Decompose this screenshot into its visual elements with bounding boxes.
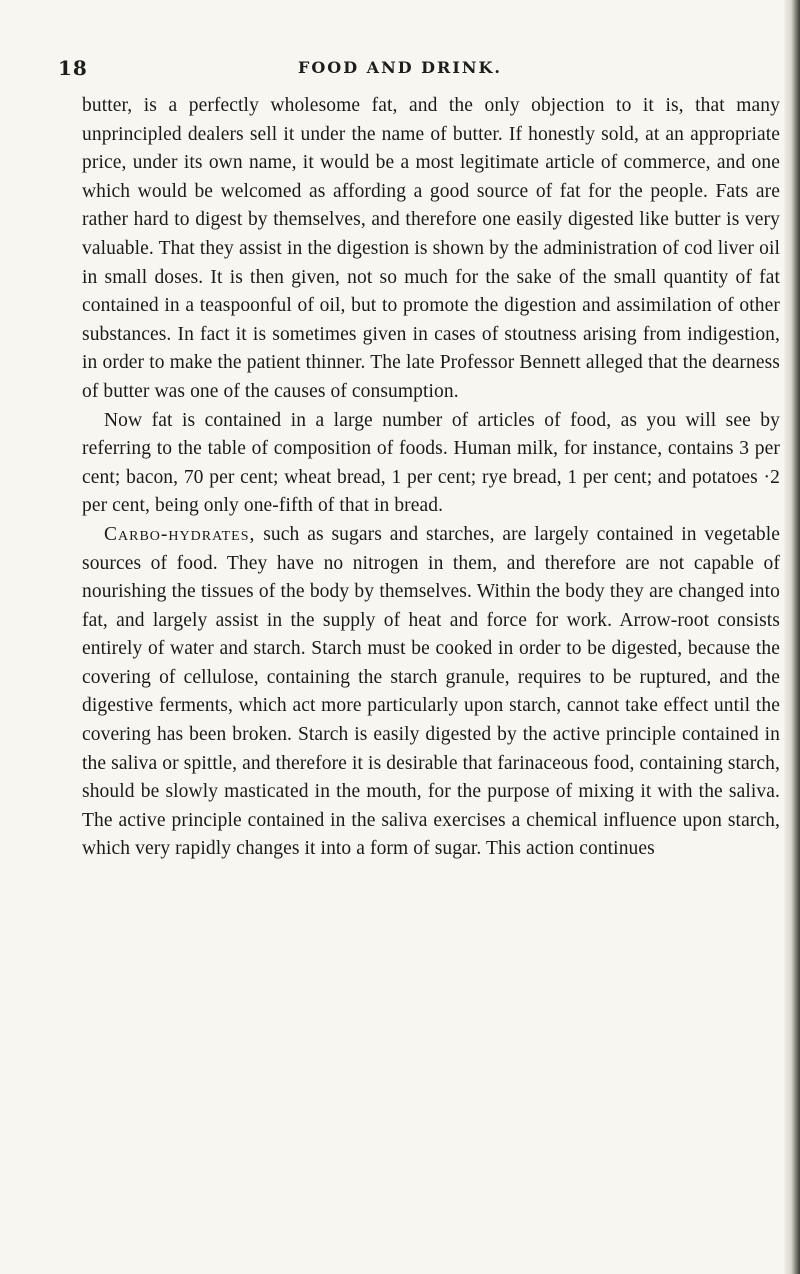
running-title: FOOD AND DRINK. (298, 58, 502, 77)
body-text (82, 92, 780, 864)
running-head (58, 52, 778, 88)
paragraph-carbo-hydrates (82, 521, 780, 864)
page-edge-shadow (784, 0, 800, 1274)
page-number: 18 (58, 56, 88, 80)
paragraph-carbo-hydrates-text: such as sugars and starches, are largely contained in vegetable sources of food. They have no nitrogen in them, and therefore are not capable of nourishing the tissues of the body by themselves. Within the body they are changed into fat, and largely assist in the supply of heat and force for work. Arrow-root consists entirely of water and starch. Starch must be cooked in order to be digested, because the covering of cellulose, containing the starch granule, requires to be ruptured, and the digestive ferments, which act more particularly upon starch, cannot take effect until the covering has been broken. Starch is easily digested by the active principle contained in the saliva or spittle, and therefore it is desirable that farinaceous food, containing starch, should be slowly masticated in the mouth, for the purpose of mixing it with the saliva. The active principle contained in the saliva exercises a chemical influence upon starch, which very rapidly changes it into a form of sugar. This action continues (82, 523, 780, 860)
section-lead-term: Carbo-hydrates, (104, 523, 256, 545)
paragraph-fat-content: Now fat is contained in a large number of articles of food, as you will see by referring to the table of composition of foods. Human milk, for instance, contains 3 per cent; bacon, 70 per cent; wheat bread, 1 per cent; rye bread, 1 per cent; and potatoes ·2 per cent, being only one-fifth of that in bread. (82, 409, 780, 517)
paragraph-butter: butter, is a perfectly wholesome fat, and the only objection to it is, that many unprincipled dealers sell it under the name of butter. If honestly sold, at an appropriate price, under its own name, it would be a most legitimate article of commerce, and one which would be welcomed as affording a good source of fat for the people. Fats are rather hard to digest by themselves, and therefore one easily digested like butter is very valuable. That they assist in the digestion is shown by the administration of cod liver oil in small doses. It is then given, not so much for the sake of the small quantity of fat contained in a teaspoonful of oil, but to promote the digestion and assimilation of other substances. In fact it is sometimes given in cases of stoutness arising from indigestion, in order to make the patient thinner. The late Professor Bennett alleged that the dearness of butter was one of the causes of consumption. (82, 95, 780, 402)
